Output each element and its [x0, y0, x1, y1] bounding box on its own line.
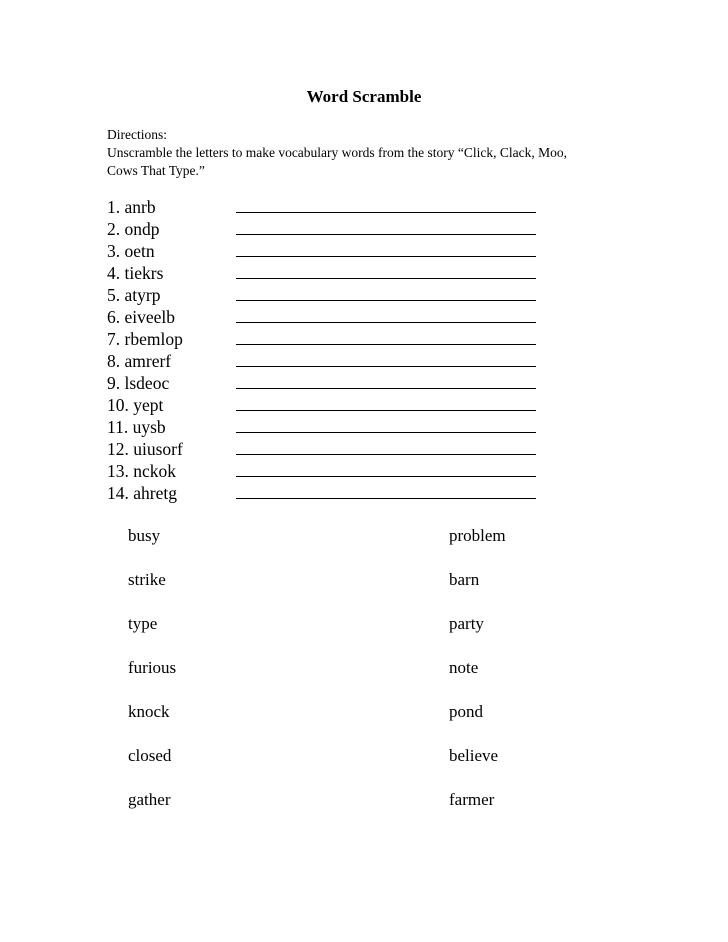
answer-line	[236, 256, 536, 257]
word-bank-word: type	[128, 614, 158, 633]
word-bank	[128, 525, 548, 833]
word-bank-word: knock	[128, 702, 170, 721]
scramble-item	[107, 262, 567, 284]
scrambled-word: 5. atyrp	[107, 285, 161, 305]
scrambled-word: 12. uiusorf	[107, 439, 183, 459]
word-bank-word: problem	[449, 526, 506, 545]
word-bank-word: note	[449, 658, 479, 677]
answer-line	[236, 300, 536, 301]
word-bank-word: gather	[128, 790, 171, 809]
word-bank-row	[128, 569, 548, 613]
scramble-item	[107, 240, 567, 262]
scramble-item	[107, 306, 567, 328]
scramble-item	[107, 438, 567, 460]
directions-text-line-2: Cows That Type.”	[107, 163, 205, 178]
word-bank-word: closed	[128, 746, 172, 765]
scramble-item	[107, 284, 567, 306]
word-bank-word: furious	[128, 658, 177, 677]
answer-line	[236, 432, 536, 433]
word-bank-word: busy	[128, 526, 161, 545]
word-bank-row	[128, 525, 548, 569]
scrambled-word: 4. tiekrs	[107, 263, 164, 283]
word-bank-word: barn	[449, 570, 480, 589]
scrambled-word: 3. oetn	[107, 241, 155, 261]
answer-line	[236, 388, 536, 389]
answer-line	[236, 278, 536, 279]
scrambled-word: 14. ahretg	[107, 483, 177, 503]
word-bank-word: party	[449, 614, 484, 633]
scramble-item	[107, 482, 567, 504]
page-title: Word Scramble	[306, 87, 422, 106]
answer-line	[236, 476, 536, 477]
word-bank-row	[128, 789, 548, 833]
directions-label: Directions:	[107, 127, 167, 142]
scrambled-word: 8. amrerf	[107, 351, 172, 371]
directions-text-line-1: Unscramble the letters to make vocabulary words from the story “Click, Clack, Moo,	[107, 145, 568, 160]
scramble-list	[107, 196, 567, 504]
scrambled-word: 6. eiveelb	[107, 307, 176, 327]
scrambled-word: 2. ondp	[107, 219, 160, 239]
answer-line	[236, 344, 536, 345]
word-bank-row	[128, 701, 548, 745]
scramble-item	[107, 350, 567, 372]
word-bank-row	[128, 613, 548, 657]
scrambled-word: 7. rbemlop	[107, 329, 183, 349]
scramble-item	[107, 328, 567, 350]
scramble-item	[107, 460, 567, 482]
scramble-item	[107, 372, 567, 394]
directions	[107, 126, 627, 180]
word-bank-word: believe	[449, 746, 499, 765]
scramble-item	[107, 218, 567, 240]
answer-line	[236, 498, 536, 499]
scrambled-word: 11. uysb	[107, 417, 166, 437]
scramble-item	[107, 196, 567, 218]
scrambled-word: 1. anrb	[107, 197, 156, 217]
word-bank-word: pond	[449, 702, 483, 721]
word-bank-word: strike	[128, 570, 166, 589]
answer-line	[236, 212, 536, 213]
answer-line	[236, 322, 536, 323]
answer-line	[236, 366, 536, 367]
scramble-item	[107, 416, 567, 438]
scrambled-word: 9. lsdeoc	[107, 373, 170, 393]
word-bank-word: farmer	[449, 790, 495, 809]
word-bank-row	[128, 657, 548, 701]
word-bank-row	[128, 745, 548, 789]
scrambled-word: 13. nckok	[107, 461, 177, 481]
answer-line	[236, 234, 536, 235]
scrambled-word: 10. yept	[107, 395, 164, 415]
scramble-item	[107, 394, 567, 416]
answer-line	[236, 454, 536, 455]
answer-line	[236, 410, 536, 411]
